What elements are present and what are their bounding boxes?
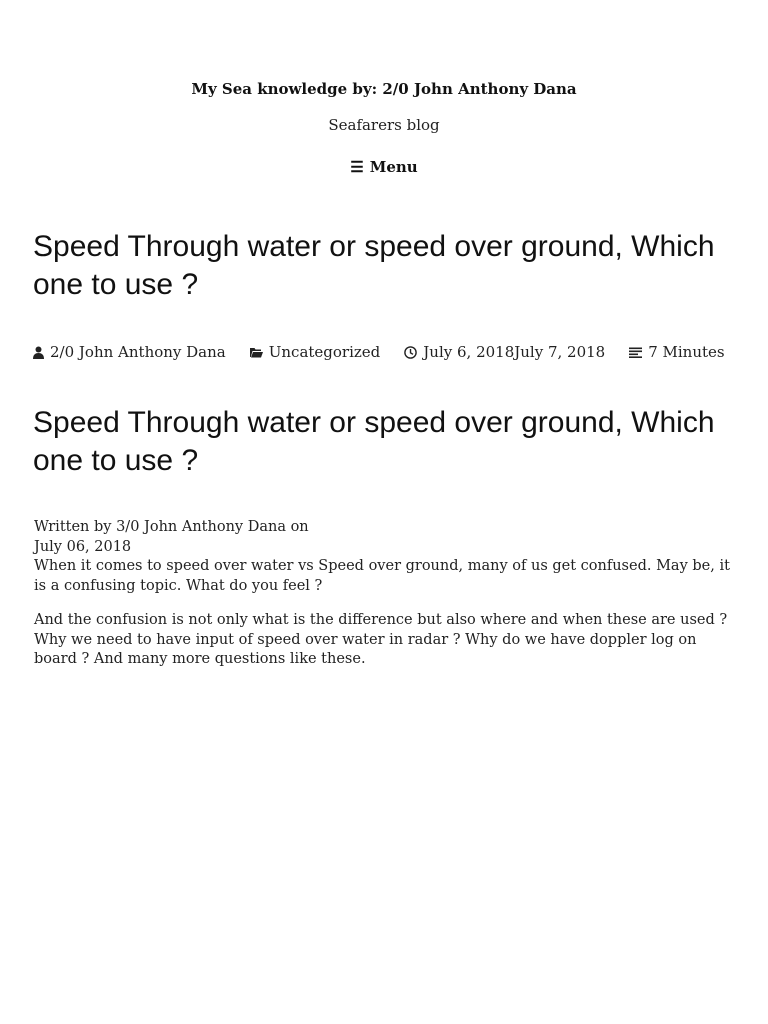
- meta-category: [250, 343, 381, 361]
- hamburger-icon: ☰: [350, 158, 364, 176]
- byline-author: Written by 3/0 John Anthony Dana on: [34, 519, 309, 535]
- meta-author: [33, 343, 226, 361]
- reading-time: 7 Minutes: [648, 343, 725, 361]
- post-content: [34, 518, 736, 685]
- category-link[interactable]: Uncategorized: [268, 343, 381, 361]
- meta-reading-time: [629, 343, 724, 361]
- meta-date: [404, 343, 605, 361]
- post-meta: [33, 343, 753, 361]
- post-heading: Speed Through water or speed over ground, Which one to use ?: [33, 406, 715, 477]
- paragraph-intro: When it comes to speed over water vs Speed over ground, many of us get confused. May be, it is a confusing topic. What do you feel ?: [34, 558, 730, 594]
- site-description: Seafarers blog: [328, 116, 440, 134]
- reading-time-icon: [629, 347, 642, 358]
- site-title[interactable]: My Sea knowledge by: 2/0 John Anthony Dana: [191, 80, 577, 98]
- menu-button[interactable]: [0, 158, 768, 176]
- clock-icon: [404, 346, 417, 359]
- author-link[interactable]: 2/0 John Anthony Dana: [50, 343, 226, 361]
- person-icon: [33, 346, 44, 359]
- byline-date: July 06, 2018: [34, 538, 132, 555]
- folder-icon: [250, 347, 263, 358]
- menu-label: Menu: [369, 158, 418, 176]
- post-title: Speed Through water or speed over ground, Which one to use ?: [33, 230, 715, 301]
- paragraph-questions: And the confusion is not only what is the difference but also where and when these are used ? Why we need to have input of speed over water in radar ? Why do we have doppler log on board ? And many more questions like these.: [34, 612, 728, 667]
- date-link[interactable]: July 6, 2018July 7, 2018: [423, 343, 606, 361]
